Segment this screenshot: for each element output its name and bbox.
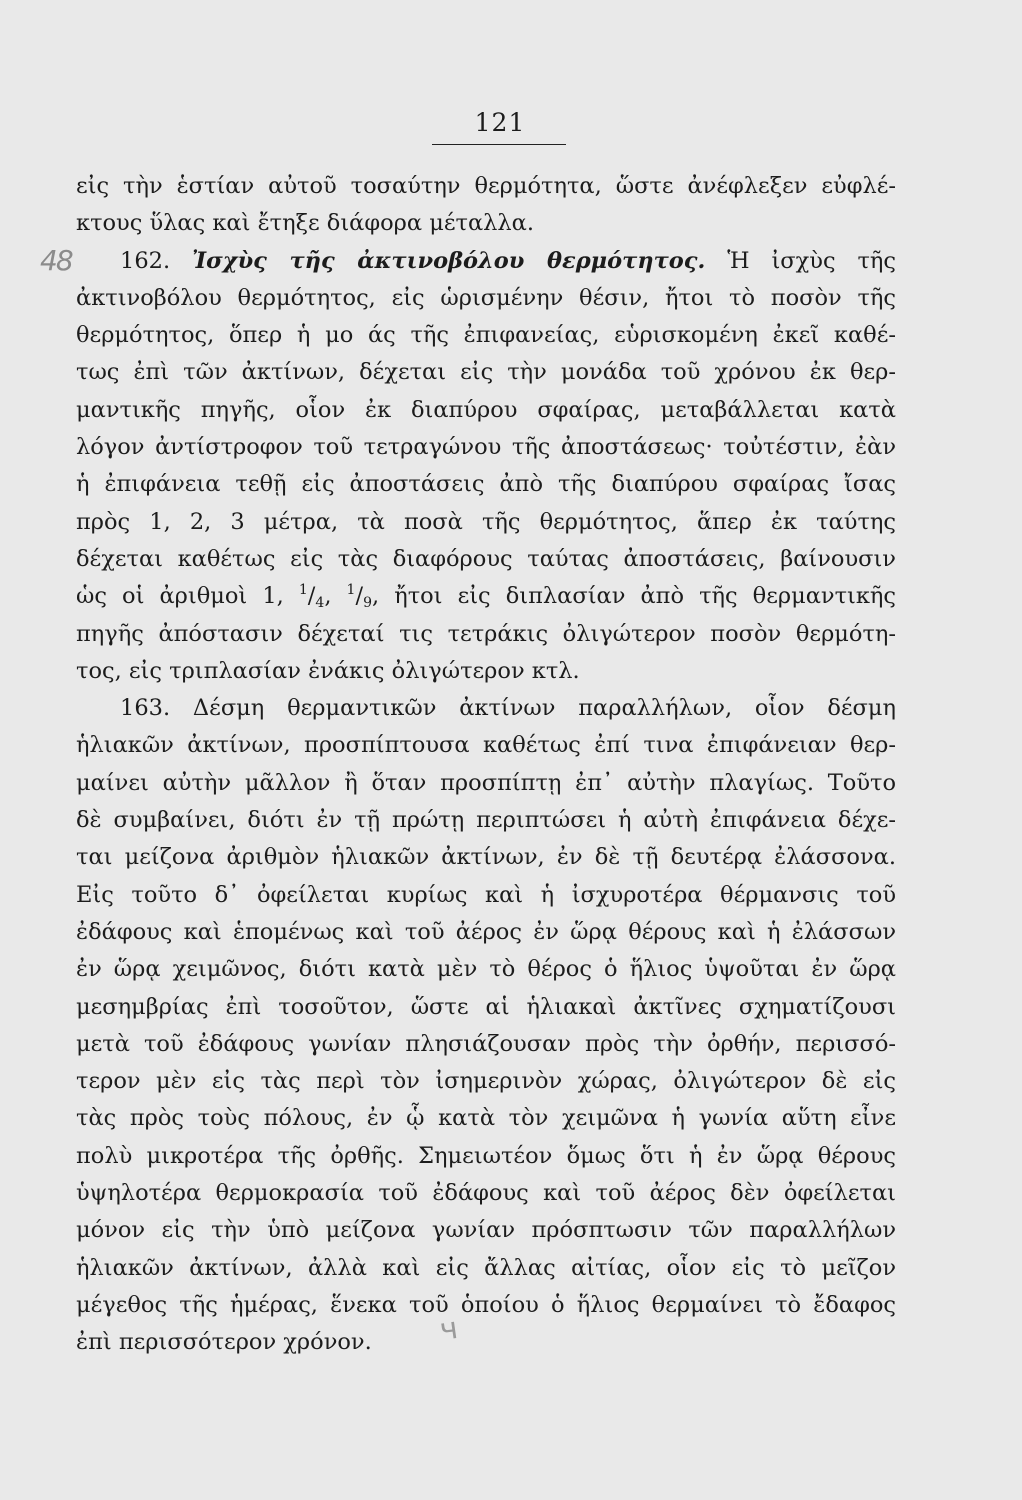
text-line: μαντικῆς πηγῆς, οἷον ἐκ διαπύρου σφαίρας, μεταβάλλεται κατὰ [76,396,896,423]
fraction-denominator: 4 [315,595,325,612]
section-162-heading-line [76,243,896,280]
text-span: , ἤτοι εἰς διπλασίαν ἀπὸ τῆς θερμαντικῆς [371,583,897,610]
text-line: ἐδάφους καὶ ἑπομένως καὶ τοῦ ἀέρος ἐν ὥρᾳ θέρους καὶ ἡ ἐλάσσων [76,918,896,945]
text-line: πηγῆς ἀπόστασιν δέχεταί τις τετράκις ὀλιγώτερον ποσὸν θερμότη- [76,620,896,647]
text-line: πρὸς 1, 2, 3 μέτρα, τὰ ποσὰ τῆς θερμότητος, ἅπερ ἐκ ταύτης [76,508,896,535]
text-line: λόγον ἀντίστροφον τοῦ τετραγώνου τῆς ἀποστάσεως· τοὐτέστιν, ἐὰν [76,434,896,461]
handwritten-end-mark: ч [437,1310,461,1349]
text-line: τως ἐπὶ τῶν ἀκτίνων, δέχεται εἰς τὴν μονάδα τοῦ χρόνου ἐκ θερ- [76,359,896,386]
text-line: ται μείζονα ἀριθμὸν ἡλιακῶν ἀκτίνων, ἐν δὲ τῇ δευτέρᾳ ἐλάσσονα. [76,844,896,871]
text-line: μετὰ τοῦ ἐδάφους γωνίαν πλησιάζουσαν πρὸς τὴν ὀρθήν, περισσό- [76,1030,896,1057]
text-line: μέγεθος τῆς ἡμέρας, ἕνεκα τοῦ ὁποίου ὁ ἥλιος θερμαίνει τὸ ἔδαφος [76,1291,896,1318]
body-text [76,168,896,1362]
handwritten-margin-note: 48 [40,244,72,277]
page-number: 121 [474,108,526,137]
fraction-line: ὡς οἱ ἀριθμοὶ 1, $^1/_4$, $^1/_9$, ἤτοι εἰς διπλασίαν ἀπὸ τῆς θερμαντικῆς [76,582,897,612]
text-line: τὰς πρὸς τοὺς πόλους, ἐν ᾧ κατὰ τὸν χειμῶνα ἡ γωνία αὕτη εἶνε [76,1105,896,1132]
text-line: ὑψηλοτέρα θερμοκρασία τοῦ ἐδάφους καὶ τοῦ ἀέρος δὲν ὀφείλεται [76,1180,896,1207]
text-line: θερμότητος, ὅπερ ἡ μο άς τῆς ἐπιφανείας, εὑρισκομένη ἐκεῖ καθέ- [76,322,896,349]
text-line: μαίνει αὐτὴν μᾶλλον ἢ ὅταν προσπίπτῃ ἐπ᾽ αὐτὴν πλαγίως. Τοῦτο [76,769,896,796]
text-line: εἰς τὴν ἑστίαν αὐτοῦ τοσαύτην θερμότητα, ὥστε ἀνέφλεξεν εὐφλέ- [76,173,896,199]
text-line: δέχεται καθέτως εἰς τὰς διαφόρους ταύτας ἀποστάσεις, βαίνουσιν [76,545,896,572]
text-line: ἡλιακῶν ἀκτίνων, προσπίπτουσα καθέτως ἐπί τινα ἐπιφάνειαν θερ- [76,732,896,759]
text-line: ἡ ἐπιφάνεια τεθῇ εἰς ἀποστάσεις ἀπὸ τῆς διαπύρου σφαίρας ἴσας [76,471,896,498]
text-line: πολὺ μικροτέρα τῆς ὀρθῆς. Σημειωτέον ὅμως ὅτι ἡ ἐν ὥρᾳ θέρους [76,1142,896,1169]
text-span: ὡς οἱ ἀριθμοὶ 1, [76,583,284,610]
text-line: μεσημβρίας ἐπὶ τοσοῦτον, ὥστε αἱ ἡλιακαὶ ἀκτῖνες σχηματίζουσι [76,993,896,1020]
text-line: ἀκτινοβόλου θερμότητος, εἰς ὡρισμένην θέσιν, ἤτοι τὸ ποσὸν τῆς [76,284,896,311]
text-line: δὲ συμβαίνει, διότι ἐν τῇ πρώτῃ περιπτώσει ἡ αὐτὴ ἐπιφάνεια δέχε- [76,807,896,834]
text-line: ἡλιακῶν ἀκτίνων, ἀλλὰ καὶ εἰς ἄλλας αἰτίας, οἷον εἰς τὸ μεῖζον [76,1254,896,1281]
section-number: 162. [120,247,171,274]
text-line: ἐν ὥρᾳ χειμῶνος, διότι κατὰ μὲν τὸ θέρος ὁ ἥλιος ὑψοῦται ἐν ὥρᾳ [76,956,896,983]
text-line: κτους ὕλας καὶ ἔτηξε διάφορα μέταλλα. [76,210,535,237]
fraction-numerator: 1 [346,582,356,599]
fraction-numerator: 1 [298,582,308,599]
header-rule [432,144,566,145]
text-line: μόνον εἰς τὴν ὑπὸ μείζονα γωνίαν πρόσπτωσιν τῶν παραλλήλων [76,1217,896,1244]
text-span: Ἡ ἰσχὺς τῆς [727,247,896,274]
text-line: Εἰς τοῦτο δ᾽ ὀφείλεται κυρίως καὶ ἡ ἰσχυροτέρα θέρμανσις τοῦ [76,881,896,908]
fraction-denominator: 9 [363,595,372,612]
section-163-first-line: 163. Δέσμη θερμαντικῶν ἀκτίνων παραλλήλων, οἷον δέσμη [120,695,896,722]
text-line: τερον μὲν εἰς τὰς περὶ τὸν ἰσημερινὸν χώρας, ὀλιγώτερον δὲ εἰς [76,1068,896,1095]
section-title: Ἰσχὺς τῆς ἀκτινοβόλου θερμότητος. [192,247,706,274]
text-line: τος, εἰς τριπλασίαν ἐνάκις ὀλιγώτερον κτλ. [76,657,580,684]
text-line: ἐπὶ περισσότερον χρόνον. [76,1329,372,1356]
